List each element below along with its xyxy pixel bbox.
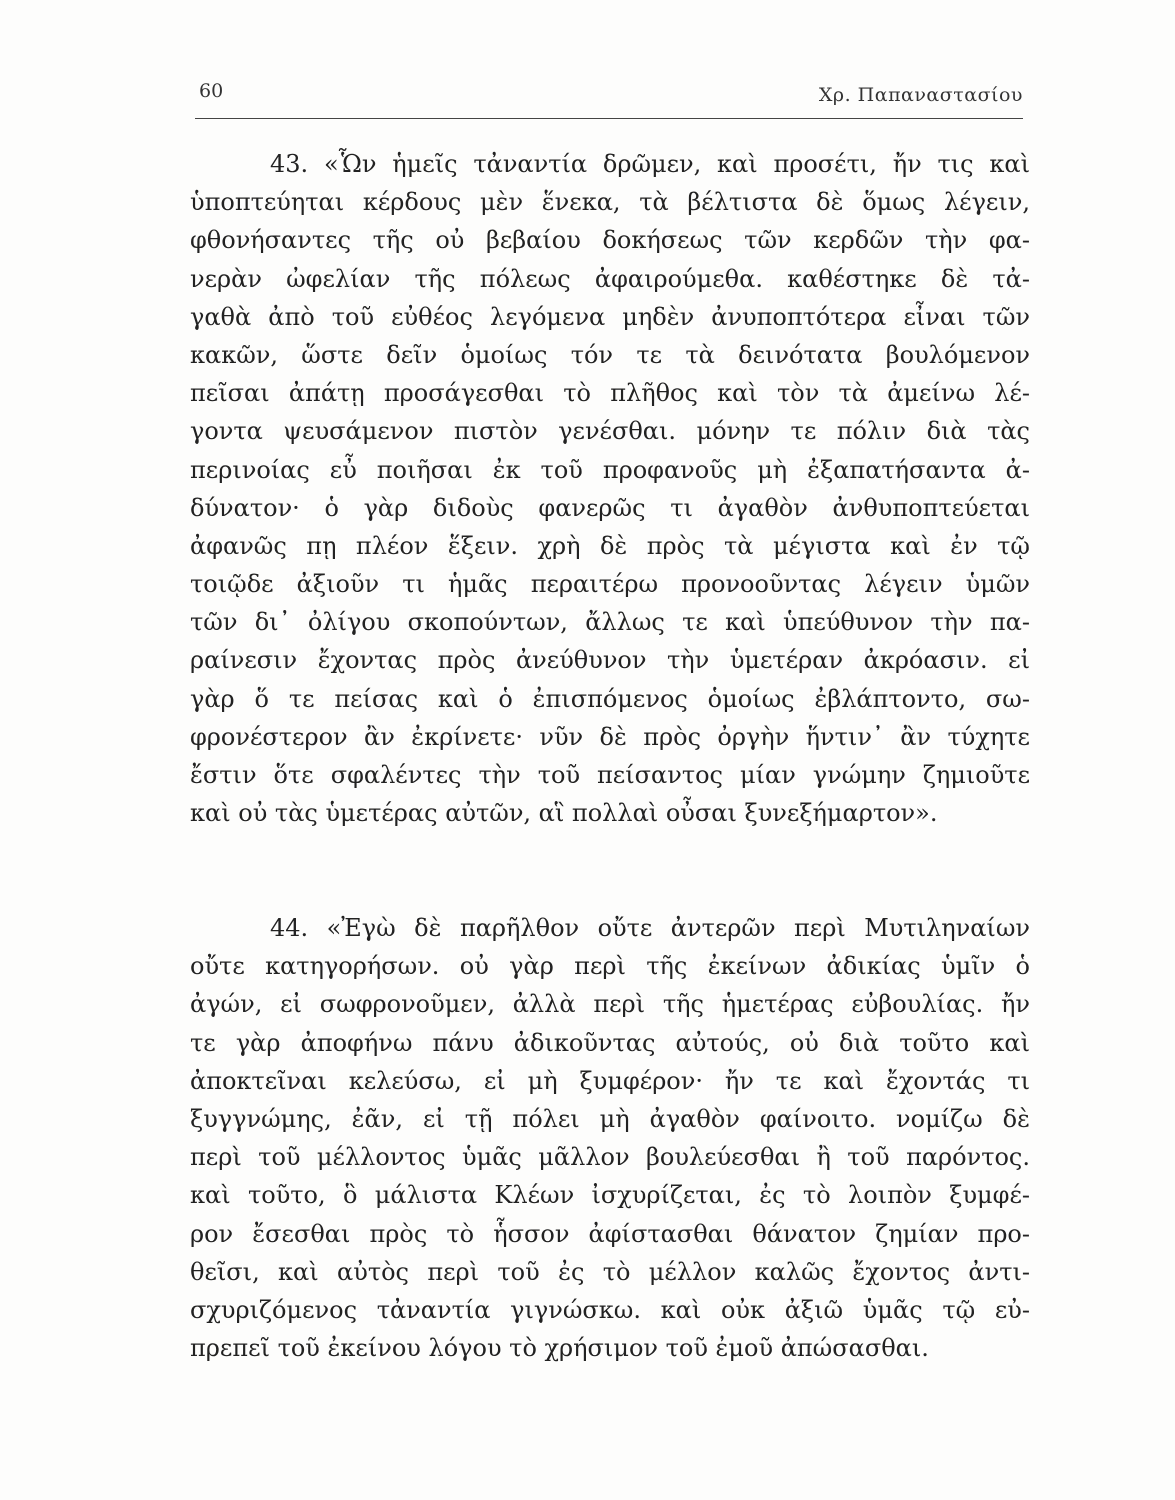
text-line: τοιῷδε ἀξιοῦν τι ἡμᾶς περαιτέρω προνοοῦντας λέγειν ὑμῶν (190, 570, 1030, 599)
text-line: θεῖσι, καὶ αὐτὸς περὶ τοῦ ἐς τὸ μέλλον καλῶς ἔχοντος ἀντι- (190, 1257, 1030, 1286)
text-line: ξυγγνώμης, ἐᾶν, εἰ τῇ πόλει μὴ ἀγαθὸν φαίνοιτο. νομίζω δὲ (190, 1104, 1030, 1133)
text-line: γοντα ψευσάμενον πιστὸν γενέσθαι. μόνην τε πόλιν διὰ τὰς (190, 417, 1030, 446)
text-line: γὰρ ὅ τε πείσας καὶ ὁ ἐπισπόμενος ὁμοίως ἐβλάπτοντο, σω- (190, 684, 1030, 713)
text-line: σχυριζόμενος τἀναντία γιγνώσκω. καὶ οὐκ ἀξιῶ ὑμᾶς τῷ εὐ- (190, 1295, 1030, 1324)
text-line: καὶ οὐ τὰς ὑμετέρας αὐτῶν, αἳ πολλαὶ οὖσαι ξυνεξήμαρτον». (190, 799, 938, 828)
text-line: νερὰν ὠφελίαν τῆς πόλεως ἀφαιρούμεθα. καθέστηκε δὲ τἀ- (190, 264, 1030, 293)
text-line: κακῶν, ὥστε δεῖν ὁμοίως τόν τε τὰ δεινότατα βουλόμενον (190, 340, 1030, 369)
text-line: 44. «Ἐγὼ δὲ παρῆλθον οὔτε ἀντερῶν περὶ Μυτιληναίων (270, 914, 1030, 942)
text-line: καὶ τοῦτο, ὃ μάλιστα Κλέων ἰσχυρίζεται, ἐς τὸ λοιπὸν ξυμφέ- (190, 1181, 1030, 1210)
text-line: πεῖσαι ἀπάτῃ προσάγεσθαι τὸ πλῆθος καὶ τὸν τὰ ἀμείνω λέ- (190, 379, 1030, 408)
page-header (195, 70, 1023, 116)
paragraph-44 (190, 909, 1030, 1367)
text-line: ἀγών, εἰ σωφρονοῦμεν, ἀλλὰ περὶ τῆς ἡμετέρας εὐβουλίας. ἤν (190, 990, 1030, 1019)
text-line: τῶν δι᾽ ὀλίγου σκοπούντων, ἄλλως τε καὶ ὑπεύθυνον τὴν πα- (190, 608, 1030, 637)
text-line: τε γὰρ ἀποφήνω πάνυ ἀδικοῦντας αὐτούς, οὐ διὰ τοῦτο καὶ (190, 1028, 1030, 1057)
text-line: ἀποκτεῖναι κελεύσω, εἰ μὴ ξυμφέρον· ἤν τε καὶ ἔχοντάς τι (190, 1066, 1030, 1095)
paragraph-43 (190, 145, 1030, 832)
text-line: δύνατον· ὁ γὰρ διδοὺς φανερῶς τι ἀγαθὸν ἀνθυποπτεύεται (190, 493, 1030, 522)
page-number: 60 (199, 80, 224, 102)
running-head-author: Χρ. Παπαναστασίου (818, 84, 1023, 106)
text-line: ἔστιν ὅτε σφαλέντες τὴν τοῦ πείσαντος μίαν γνώμην ζημιοῦτε (190, 761, 1030, 789)
text-line: ραίνεσιν ἔχοντας πρὸς ἀνεύθυνον τὴν ὑμετέραν ἀκρόασιν. εἰ (190, 646, 1030, 675)
text-line: φθονήσαντες τῆς οὐ βεβαίου δοκήσεως τῶν κερδῶν τὴν φα- (190, 226, 1030, 255)
text-line: γαθὰ ἀπὸ τοῦ εὐθέος λεγόμενα μηδὲν ἀνυποπτότερα εἶναι τῶν (190, 302, 1030, 331)
text-line: ρον ἔσεσθαι πρὸς τὸ ἧσσον ἀφίστασθαι θάνατον ζημίαν προ- (190, 1219, 1030, 1248)
text-line: περὶ τοῦ μέλλοντος ὑμᾶς μᾶλλον βουλεύεσθαι ἢ τοῦ παρόντος. (190, 1143, 1030, 1172)
text-line: ὑποπτεύηται κέρδους μὲν ἕνεκα, τὰ βέλτιστα δὲ ὅμως λέγειν, (190, 188, 1030, 217)
text-line: οὔτε κατηγορήσων. οὐ γὰρ περὶ τῆς ἐκείνων ἀδικίας ὑμῖν ὁ (190, 952, 1030, 981)
text-line: 43. «Ὧν ἡμεῖς τἀναντία δρῶμεν, καὶ προσέτι, ἤν τις καὶ (270, 150, 1030, 178)
text-line: ἀφανῶς πῃ πλέον ἕξειν. χρὴ δὲ πρὸς τὰ μέγιστα καὶ ἐν τῷ (190, 531, 1030, 560)
text-line: περινοίας εὖ ποιῆσαι ἐκ τοῦ προφανοῦς μὴ ἐξαπατήσαντα ἀ- (190, 455, 1030, 484)
header-rule (195, 118, 1023, 119)
text-line: φρονέστερον ἂν ἐκρίνετε· νῦν δὲ πρὸς ὀργὴν ἥντιν᾽ ἂν τύχητε (190, 722, 1030, 751)
text-line: πρεπεῖ τοῦ ἐκείνου λόγου τὸ χρήσιμον τοῦ ἐμοῦ ἀπώσασθαι. (190, 1334, 929, 1363)
